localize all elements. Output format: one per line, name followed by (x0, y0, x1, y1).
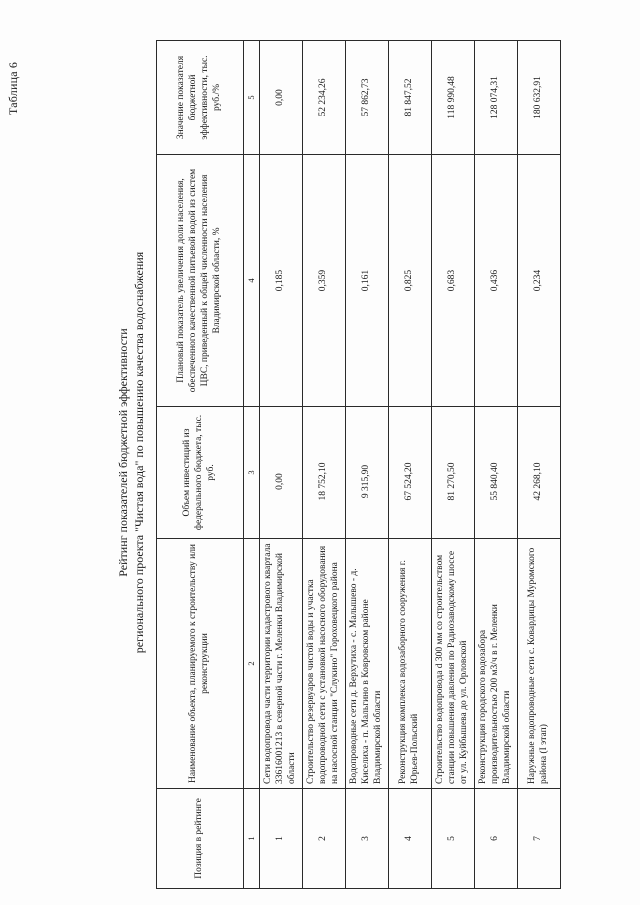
table-row (302, 41, 345, 889)
cell-investment: 42 268,10 (517, 407, 560, 539)
cell-efficiency: 118 990,48 (431, 41, 474, 155)
cell-efficiency: 52 234,26 (302, 41, 345, 155)
cell-investment: 67 524,20 (388, 407, 431, 539)
cell-investment: 0,00 (259, 407, 302, 539)
cell-efficiency: 57 862,73 (345, 41, 388, 155)
column-number: 2 (244, 539, 260, 789)
cell-position: 5 (431, 789, 474, 889)
table-row (259, 41, 302, 889)
cell-object-name: Строительство водопровода d 300 мм со строительством станции повышения давления по Радиозаводскому шоссе от ул. Куйбышева до ул. Орловской (431, 539, 474, 789)
column-number: 1 (244, 789, 260, 889)
rating-table (156, 40, 561, 889)
cell-object-name: Реконструкция комплекса водозаборного сооружения г. Юрьев-Польский (388, 539, 431, 789)
table-number-label: Таблица 6 (6, 61, 20, 115)
cell-investment: 18 752,10 (302, 407, 345, 539)
header-investment: Объем инвестиций из федерального бюджета, тыс. руб. (157, 407, 244, 539)
cell-position: 2 (302, 789, 345, 889)
cell-population-share: 0,234 (517, 155, 560, 407)
table-row (388, 41, 431, 889)
cell-object-name: Водопроводные сети д. Верхутиха - с. Малышево - д. Киселиха - п. Мальгино в Ковровском районе Владимирской области (345, 539, 388, 789)
table-row (474, 41, 517, 889)
cell-position: 7 (517, 789, 560, 889)
cell-object-name: Реконструкция городского водозабора производительностью 200 м3/ч в г. Меленки Владимирской области (474, 539, 517, 789)
cell-object-name: Наружные водопроводные сети с. Ковардицы Муромского района (I этап) (517, 539, 560, 789)
cell-population-share: 0,161 (345, 155, 388, 407)
cell-position: 1 (259, 789, 302, 889)
table-row (345, 41, 388, 889)
cell-population-share: 0,825 (388, 155, 431, 407)
header-population-share: Плановый показатель увеличения доли населения, обеспеченного качественной питьевой водой из систем ЦВС, приведенный к общей численности населения Владимирской области, % (157, 155, 244, 407)
cell-position: 6 (474, 789, 517, 889)
cell-population-share: 0,683 (431, 155, 474, 407)
header-position: Позиция в рейтинге (157, 789, 244, 889)
cell-population-share: 0,359 (302, 155, 345, 407)
header-efficiency: Значение показателя бюджетной эффективности, тыс. руб./% (157, 41, 244, 155)
table-title-line1: Рейтинг показателей бюджетной эффективности (116, 328, 130, 577)
cell-position: 4 (388, 789, 431, 889)
cell-population-share: 0,436 (474, 155, 517, 407)
cell-object-name: Строительство резервуаров чистой воды и участка водопроводной сети с установкой насосного оборудования на насосной станции "Слукино" Гороховецкого района (302, 539, 345, 789)
table-row (431, 41, 474, 889)
cell-efficiency: 180 632,91 (517, 41, 560, 155)
cell-efficiency: 0,00 (259, 41, 302, 155)
cell-population-share: 0,185 (259, 155, 302, 407)
cell-position: 3 (345, 789, 388, 889)
cell-investment: 55 840,40 (474, 407, 517, 539)
cell-investment: 9 315,90 (345, 407, 388, 539)
table-row (517, 41, 560, 889)
column-number: 5 (244, 41, 260, 155)
column-number: 4 (244, 155, 260, 407)
table-title-line2: регионального проекта "Чистая вода" по повышению качества водоснабжения (132, 251, 146, 654)
header-object-name: Наименование объекта, планируемого к строительству или реконструкции (157, 539, 244, 789)
column-number: 3 (244, 407, 260, 539)
cell-efficiency: 128 074,31 (474, 41, 517, 155)
column-number-row (244, 41, 260, 889)
cell-object-name: Сети водопровода части территории кадастрового квартала 33616001213 в северной части г. Меленки Владимирской области (259, 539, 302, 789)
cell-efficiency: 81 847,52 (388, 41, 431, 155)
header-row (157, 41, 244, 889)
cell-investment: 81 270,50 (431, 407, 474, 539)
